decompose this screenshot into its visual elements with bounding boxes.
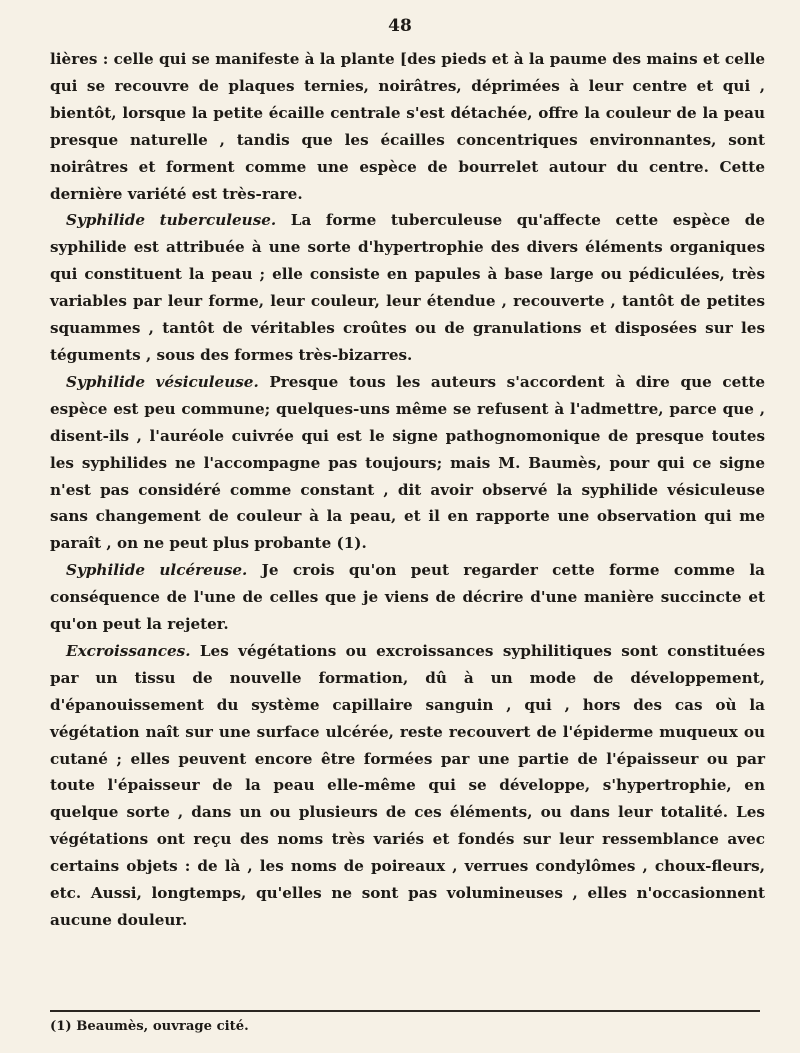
paragraph-text: Je crois qu'on peut regarder cette forme comme la conséquence de l'une de celles que je viens de décrire d'une manière succincte et qu'on peut la rejeter. <box>50 561 765 634</box>
footnote: (1) Beaumès, ouvrage cité. <box>50 1019 249 1034</box>
paragraph <box>50 557 765 638</box>
paragraph-lead: Syphilide tuberculeuse. <box>66 211 277 230</box>
paragraph-text: Les végétations ou excroissances syphilitiques sont constituées par un tissu de nouvelle formation, dû à un mode de développement, d'épanouissement du système capillaire sanguin , qui , hors des cas où la végétation naît sur une surface ulcérée, reste recouvert de l'épiderme muqueux ou cutané ; elles peuvent encore être formées par une partie de l'épaisseur ou par toute l'épaisseur de la peau elle-même qui se développe, s'hypertrophie, en quelque sorte , dans un ou plusieurs de ces éléments, ou dans leur totalité. Les végétations ont reçu des noms très variés et fondés sur leur ressemblance avec certains objets : de là , les noms de poireaux , verrues condylômes , choux-fleurs, etc. Aussi, longtemps, qu'elles ne sont pas volumineuses , elles n'occasionnent aucune douleur. <box>50 641 765 929</box>
paragraph-text: lières : celle qui se manifeste à la plante [des pieds et à la paume des mains et celle qui se recouvre de plaques ternies, noirâtres, déprimées à leur centre et qui , bientôt, lorsque la petite écaille centrale s'est détachée, offre la couleur de la peau presque naturelle , tandis que les écailles concentriques environnantes, sont noirâtres et forment comme une espèce de bourrelet autour du centre. Cette dernière variété est très-rare. <box>50 50 765 203</box>
paragraph-text: La forme tuberculeuse qu'affecte cette espèce de syphilide est attribuée à une sorte d'hypertrophie des divers éléments organiques qui constituent la peau ; elle consiste en papules à base large ou pédiculées, très variables par leur forme, leur couleur, leur étendue , recouverte , tantôt de petites squammes , tantôt de véritables croûtes ou de granulations et disposées sur les téguments , sous des formes très-bizarres. <box>50 211 765 364</box>
body-text <box>50 46 765 934</box>
footnote-divider <box>50 1010 760 1012</box>
paragraph <box>50 207 765 368</box>
paragraph <box>50 638 765 934</box>
paragraph-text: Presque tous les auteurs s'accordent à dire que cette espèce est peu commune; quelques-uns même se refusent à l'admettre, parce que , disent-ils , l'auréole cuivrée qui est le signe pathognomonique de presque toutes les syphilides ne l'accompagne pas toujours; mais M. Baumès, pour qui ce signe n'est pas considéré comme constant , dit avoir observé la syphilide vésiculeuse sans changement de couleur à la peau, et il en rapporte une observation qui me paraît , on ne peut plus probante (1). <box>50 372 765 553</box>
paragraph-lead: Syphilide ulcéreuse. <box>66 561 248 580</box>
page-number: 48 <box>388 16 412 36</box>
paragraph <box>50 46 765 207</box>
paragraph-lead: Excroissances. <box>66 641 191 660</box>
paragraph <box>50 369 765 557</box>
paragraph-lead: Syphilide vésiculeuse. <box>66 372 259 391</box>
